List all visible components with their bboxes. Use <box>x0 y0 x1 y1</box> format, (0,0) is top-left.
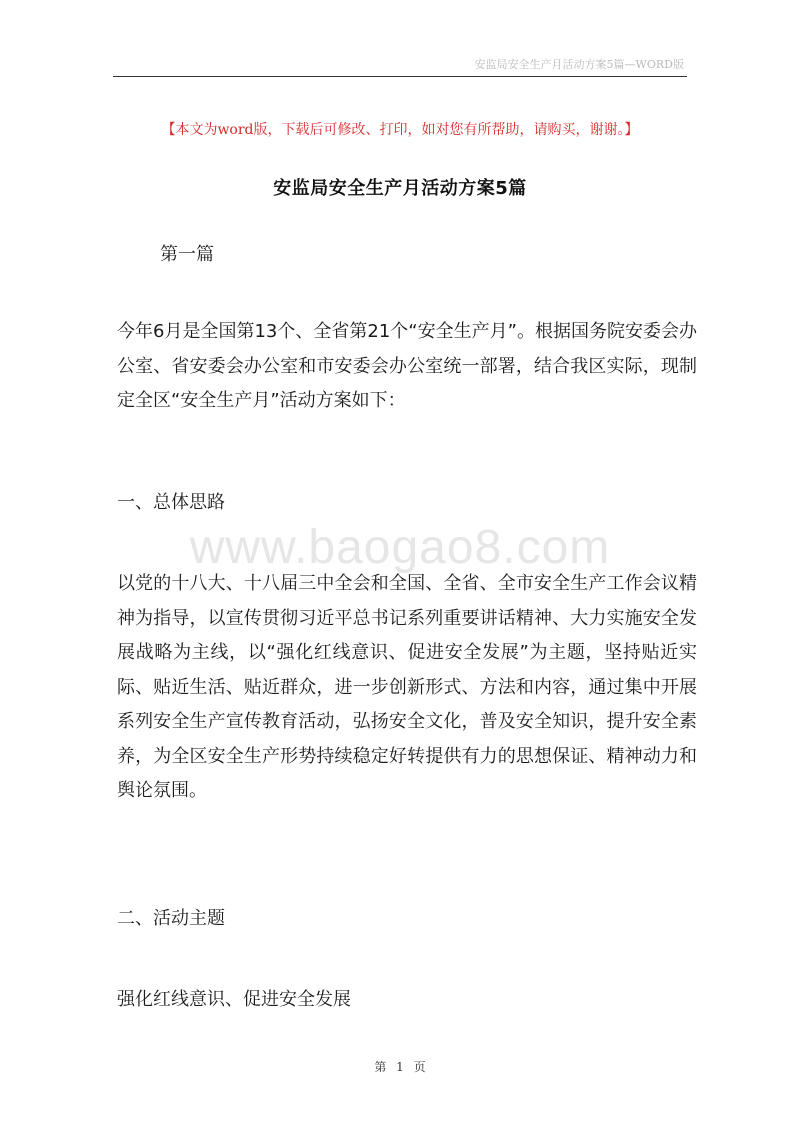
section-heading-2: 二、活动主题 <box>117 908 225 929</box>
header-divider <box>113 76 687 77</box>
document-title: 安监局安全生产月活动方案5篇 <box>273 178 527 199</box>
body-paragraph: 以党的十八大、十八届三中全会和全国、全省、全市安全生产工作会议精神为指导，以宣传贯彻习近平总书记系列重要讲话精神、大力实施安全发展战略为主线，以“强化红线意识、促进安全发展”为主题，坚持贴近实际、贴近生活、贴近群众，进一步创新形式、方法和内容，通过集中开展系列安全生产宣传教育活动，弘扬安全文化，普及安全知识，提升安全素养，为全区安全生产形势持续稳定好转提供有力的思想保证、精神动力和舆论氛围。 <box>117 573 697 801</box>
running-header: 安监局安全生产月活动方案5篇—WORD版 <box>474 58 684 71</box>
chapter-label: 第一篇 <box>160 244 214 265</box>
section-heading-1: 一、总体思路 <box>117 492 225 513</box>
page-footer <box>0 1058 800 1075</box>
footer-prefix: 第 <box>374 1060 387 1074</box>
watermark: www.baogao8.com <box>189 521 611 574</box>
theme-paragraph: 强化红线意识、促进安全发展 <box>117 989 351 1010</box>
footer-suffix: 页 <box>413 1060 426 1074</box>
intro-paragraph: 今年6月是全国第13个、全省第21个“安全生产月”。根据国务院安委会办公室、省安委会办公室和市安委会办公室统一部署，结合我区实际，现制定全区“安全生产月”活动方案如下： <box>117 321 697 411</box>
page-number: 1 <box>396 1060 404 1074</box>
purchase-notice: 【本文为word版，下载后可修改、打印，如对您有所帮助，请购买，谢谢。】 <box>161 122 639 138</box>
